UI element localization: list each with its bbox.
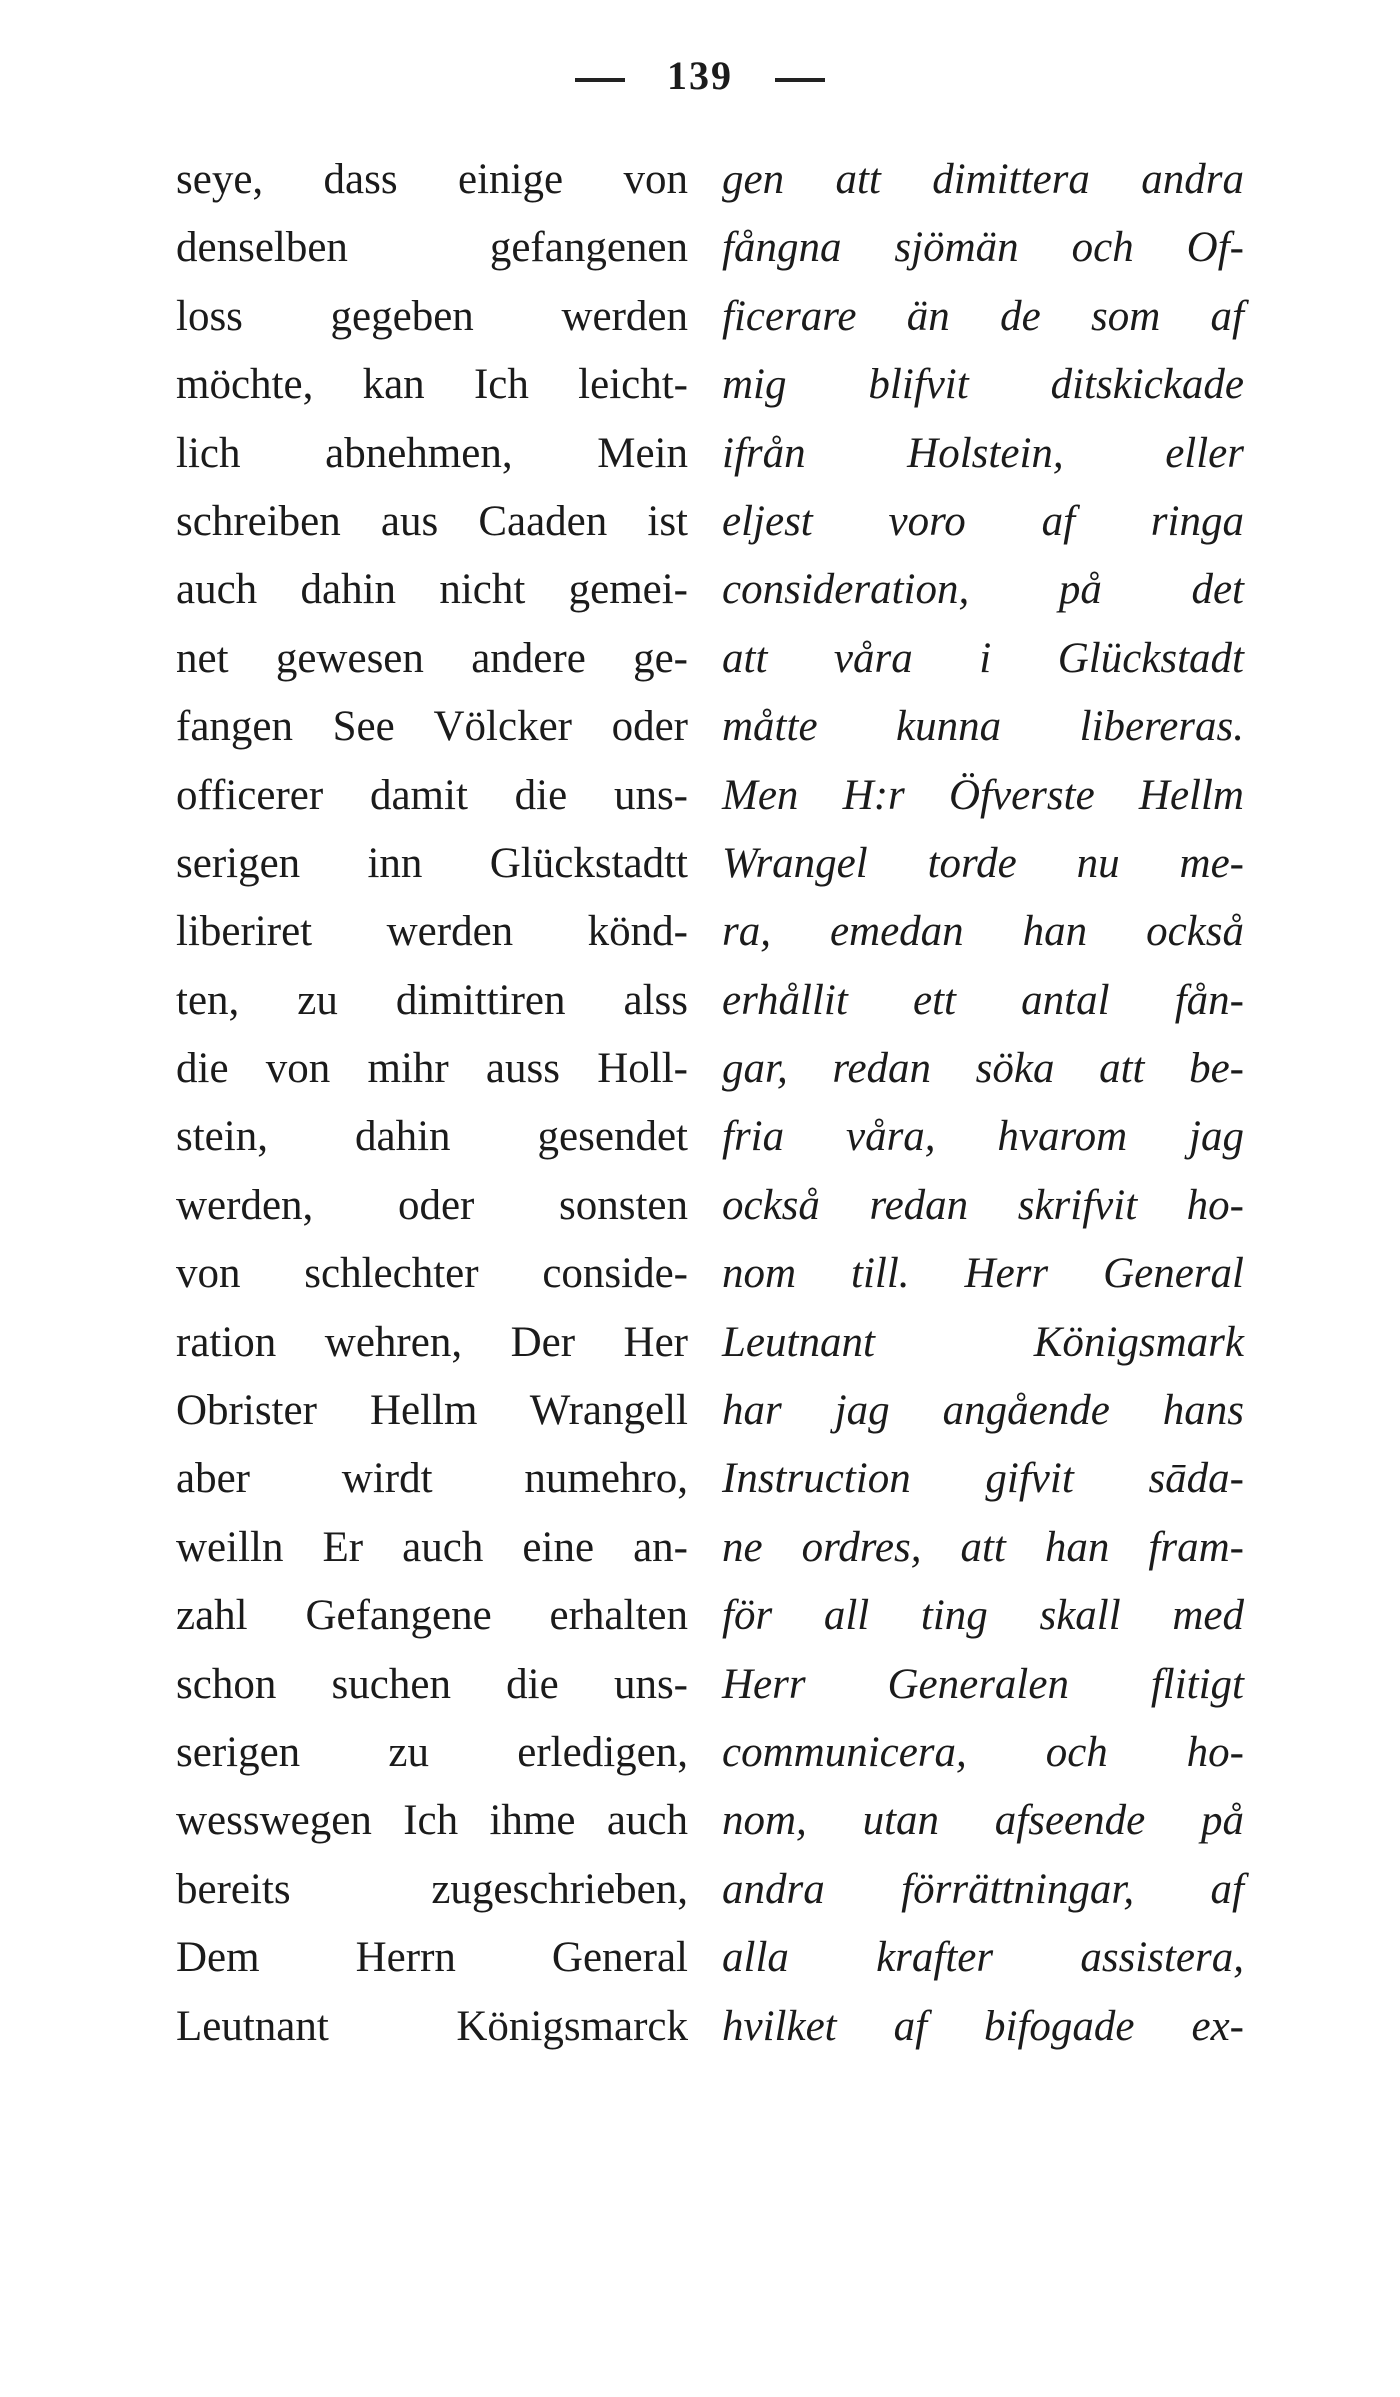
page-number: 139 [667,53,733,98]
german-text-line: ration wehren, Der Her [176,1318,688,1366]
german-text-line: weilln Er auch eine an- [176,1523,688,1571]
swedish-text-line: också redan skrifvit ho- [722,1181,1244,1229]
swedish-text-line: gen att dimittera andra [722,156,1244,203]
swedish-text-line: eljest voro af ringa [722,497,1244,545]
swedish-text-line: Wrangel torde nu me- [722,839,1244,887]
swedish-text-line: mig blifvit ditskickade [722,361,1244,409]
header-dash-right [775,78,825,82]
german-text-line: schreiben aus Caaden ist [176,497,688,545]
german-text-line: net gewesen andere ge- [176,634,688,682]
swedish-text-line: att våra i Glückstadt [722,634,1244,682]
swedish-text-line: communicera, och ho- [722,1728,1244,1776]
german-text-line: aber wirdt numehro, [176,1455,688,1503]
swedish-text-line: Herr Generalen flitigt [722,1660,1244,1708]
german-text-line: wesswegen Ich ihme auch [176,1797,688,1845]
german-text-line: stein, dahin gesendet [176,1113,688,1161]
swedish-text-line: nom, utan afseende på [722,1797,1244,1845]
german-text-line: fangen See Völcker oder [176,703,688,751]
german-text-line: serigen zu erledigen, [176,1728,688,1776]
swedish-text-line: för all ting skall med [722,1592,1244,1640]
german-text-line: auch dahin nicht gemei- [176,566,688,614]
german-text-line: loss gegeben werden [176,292,688,340]
german-text-line: Leutnant Königsmarck [176,2002,688,2050]
swedish-text-line: fria våra, hvarom jag [722,1113,1244,1161]
swedish-text-line: ifrån Holstein, eller [722,429,1244,477]
german-text-line: von schlechter conside- [176,1250,688,1298]
swedish-text-line: gar, redan söka att be- [722,1045,1244,1093]
swedish-text-line: måtte kunna libereras. [722,703,1244,751]
swedish-text-line: ra, emedan han också [722,908,1244,956]
swedish-text-line: Leutnant Königsmark [722,1318,1244,1366]
swedish-text-line: ne ordres, att han fram- [722,1523,1244,1571]
german-text-line: seye, dass einige von [176,156,688,203]
swedish-text-line: ficerare än de som af [722,292,1244,340]
german-text-line: Obrister Hellm Wrangell [176,1387,688,1435]
swedish-text-line: Instruction gifvit sāda- [722,1455,1244,1503]
german-text-line: werden, oder sonsten [176,1181,688,1229]
swedish-text-line: har jag angående hans [722,1387,1244,1435]
swedish-text-line: andra förrättningar, af [722,1865,1244,1913]
header-dash-left [575,78,625,82]
german-text-line: ten, zu dimittiren alss [176,976,688,1024]
german-text-line: denselben gefangenen [176,224,688,272]
german-text-line: bereits zugeschrieben, [176,1865,688,1913]
german-text-line: Dem Herrn General [176,1934,688,1982]
german-text-line: zahl Gefangene erhalten [176,1592,688,1640]
german-text-line: liberiret werden könd- [176,908,688,956]
german-text-line: die von mihr auss Holl- [176,1045,688,1093]
swedish-text-line: hvilket af bifogade ex- [722,2002,1244,2050]
german-text-line: möchte, kan Ich leicht- [176,361,688,409]
german-text-line: schon suchen die uns- [176,1660,688,1708]
swedish-column [722,146,1244,2061]
german-text-line: officerer damit die uns- [176,771,688,819]
swedish-text-line: consideration, på det [722,566,1244,614]
page-header [0,52,1400,99]
swedish-text-line: erhållit ett antal fån- [722,976,1244,1024]
swedish-text-line: alla krafter assistera, [722,1934,1244,1982]
swedish-text-line: nom till. Herr General [722,1250,1244,1298]
swedish-text-line: Men H:r Öfverste Hellm [722,771,1244,819]
german-column [176,146,688,2061]
german-text-line: lich abnehmen, Mein [176,429,688,477]
swedish-text-line: fångna sjömän och Of- [722,224,1244,272]
german-text-line: serigen inn Glückstadtt [176,839,688,887]
